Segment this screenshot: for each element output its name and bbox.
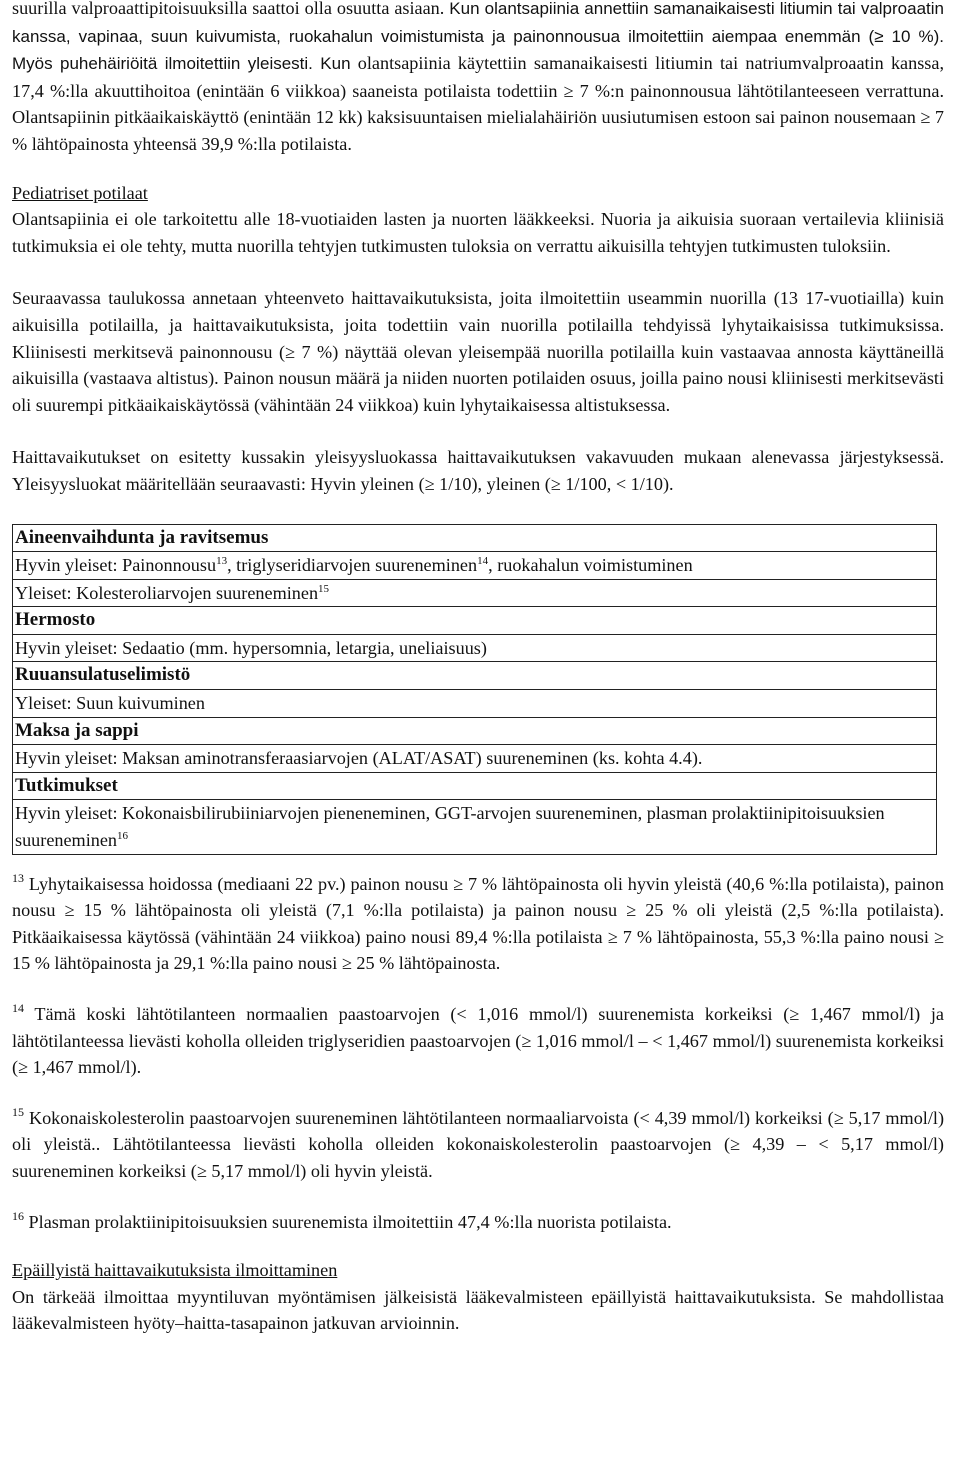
table-row [13,690,937,718]
table-category-row [13,662,937,690]
footnote [12,1105,944,1185]
footnote-text: Plasman prolaktiinipitoisuuksien suurenemista ilmoitettiin 47,4 %:lla nuorista potilaista. [24,1211,672,1232]
adverse-effect-entry: Hyvin yleiset: Maksan aminotransferaasiarvojen (ALAT/ASAT) suureneminen (ks. kohta 4.4). [13,745,937,773]
adverse-effect-entry: Yleiset: Kolesteroliarvojen suureneminen$^{15}$ [13,579,937,607]
table-row [13,800,937,854]
adverse-effect-entry: Hyvin yleiset: Sedaatio (mm. hypersomnia, letargia, uneliaisuus) [13,634,937,662]
footnote-text: Lyhytaikaisessa hoidossa (mediaani 22 pv.) painon nousu ≥ 7 % lähtöpainosta oli hyvin yleistä (40,6 %:lla potilaista), painon nousu ≥ 15 % lähtöpainosta oli yleistä (7,1 %:lla potilaista) ja painon nousu ≥ 25 % oli yleistä (2,5 %:lla potilaista). Pitkäaikaisessa käytössä (vähintään 24 viikkoa) paino nousi 89,4 %:lla potilaista ≥ 7 % lähtöpainosta, 55,3 %:lla paino nousi ≥ 15 % lähtöpainosta ja 29,1 %:lla paino nousi ≥ 25 % lähtöpainosta. [12,873,944,974]
footnotes [12,871,944,1236]
organ-class-label: Ruuansulatuselimistö [13,662,937,690]
footnote [12,1209,944,1236]
organ-class-label: Aineenvaihdunta ja ravitsemus [13,524,937,552]
table-row [13,634,937,662]
adverse-effect-entry: Hyvin yleiset: Kokonaisbilirubiiniarvojen pieneneminen, GGT-arvojen suureneminen, plasman prolaktiinipitoisuuksien suureneminen$^{16}$ [13,800,937,854]
footnote-number: 14 [12,1001,24,1015]
pediatric-paragraph: Olantsapiinia ei ole tarkoitettu alle 18-vuotiaiden lasten ja nuorten lääkkeeksi. Nuoria ja aikuisia suoraan vertailevia kliinisiä tutkimuksia ei ole tehty, mutta nuorilla tehtyjen tutkimusten tuloksia on verrattu aikuisilla tehtyjen tutkimusten tuloksiin. [12,209,944,256]
table-category-row [13,772,937,800]
adverse-effect-entry: Hyvin yleiset: Painonnousu$^{13}$, triglyseridiarvojen suureneminen$^{14}$, ruokahalun voimistuminen [13,552,937,580]
footnote-number: 16 [12,1208,24,1223]
footnote-text: Tämä koski lähtötilanteen normaalien paastoarvojen (< 1,016 mmol/l) suurenemista korkeiksi (≥ 1,467 mmol/l) ja lähtötilanteessa lievästi koholla olleiden triglyseridien paastoarvojen (≥ 1,016 mmol/l – < 1,467 mmol/l) suurenemista korkeiksi (≥ 1,467 mmol/l). [12,1004,944,1078]
reporting-paragraph: On tärkeää ilmoittaa myyntiluvan myöntämisen jälkeisistä lääkevalmisteen epäillyistä haittavaikutuksista. Se mahdollistaa lääkevalmisteen hyöty–haitta-tasapainon jatkuvan arvioinnin. [12,1286,944,1334]
table-row [13,552,937,580]
adverse-effects-table [12,524,937,855]
pediatric-heading: Pediatriset potilaat [12,182,148,203]
frequency-paragraph: Haittavaikutukset on esitetty kussakin yleisyysluokassa haittavaikutuksen vakavuuden mukaan alenevassa järjestyksessä. Yleisyysluokat määritellään seuraavasti: Hyvin yleinen (≥ 1/10), yleinen (≥ 1/100, < 1/10). [12,447,944,494]
table-category-row [13,607,937,635]
footnote-text: Kokonaiskolesterolin paastoarvojen suureneminen lähtötilanteen normaaliarvoista (< 4,39 mmol/l) korkeiksi (≥ 5,17 mmol/l) oli yleistä.. Lähtötilanteessa lievästi koholla olleiden kokonaiskolesterolin paastoarvojen (≥ 4,39 – < 5,17 mmol/l) suureneminen korkeiksi (≥ 5,17 mmol/l) oli hyvin yleistä. [12,1107,944,1181]
table-category-row [13,524,937,552]
summary-paragraph: Seuraavassa taulukossa annetaan yhteenveto haittavaikutuksista, joita ilmoitettiin useammin nuorilla (13 17-vuotiailla) kuin aikuisilla potilailla, ja haittavaikutuksista, joita todettiin vain nuorilla potilailla tehdyissä lyhytaikaisissa tutkimuksissa. Kliinisesti merkitsevä painonnousu (≥ 7 %) näyttää olevan yleisempää nuorilla potilailla kuin vastaavaa annosta käyttäneillä aikuisilla (vastaava altistus). Painon nousun määrä ja niiden nuorten potilaiden osuus, joilla paino nousi kliinisesti merkitsevästi oli suurempi pitkäaikaiskäytössä (vähintään 24 viikkoa) kuin lyhytaikaisessa altistuksessa. [12,288,944,415]
table-category-row [13,717,937,745]
adverse-effect-entry: Yleiset: Suun kuivuminen [13,690,937,718]
intro-paragraph: suurilla valproaattipitoisuuksilla saattoi olla osuutta asiaan. Kun olantsapiinia annettiin samanaikaisesti litiumin tai valproaatin kanssa, vapinaa, suun kuivumista, ruokahalun voimistumista ja painonnousua ilmoitettiin aiempaa enemmän (≥ 10 %). Myös puhehäiriöitä ilmoitettiin yleisesti. Kun olantsapiinia käytettiin samanaikaisesti litiumin tai natriumvalproaatin kanssa, 17,4 %:lla akuuttihoitoa (enintään 6 viikkoa) saaneista potilaista todettiin ≥ 7 %:n painonnousua lähtötilanteeseen verrattuna. Olantsapiinin pitkäaikaiskäyttö (enintään 12 kk) kaksisuuntaisen mielialahäiriön uusiutumisen estoon sai painon nousemaan ≥ 7 % lähtöpainosta yhteensä 39,9 %:lla potilaista. [12,0,944,154]
footnote [12,1001,944,1081]
organ-class-label: Hermosto [13,607,937,635]
table-row [13,745,937,773]
footnote-number: 15 [12,1104,24,1119]
reporting-heading: Epäillyistä haittavaikutuksista ilmoittaminen [12,1260,338,1281]
table-row [13,579,937,607]
organ-class-label: Tutkimukset [13,772,937,800]
organ-class-label: Maksa ja sappi [13,717,937,745]
footnote [12,871,944,977]
footnote-number: 13 [12,870,24,885]
